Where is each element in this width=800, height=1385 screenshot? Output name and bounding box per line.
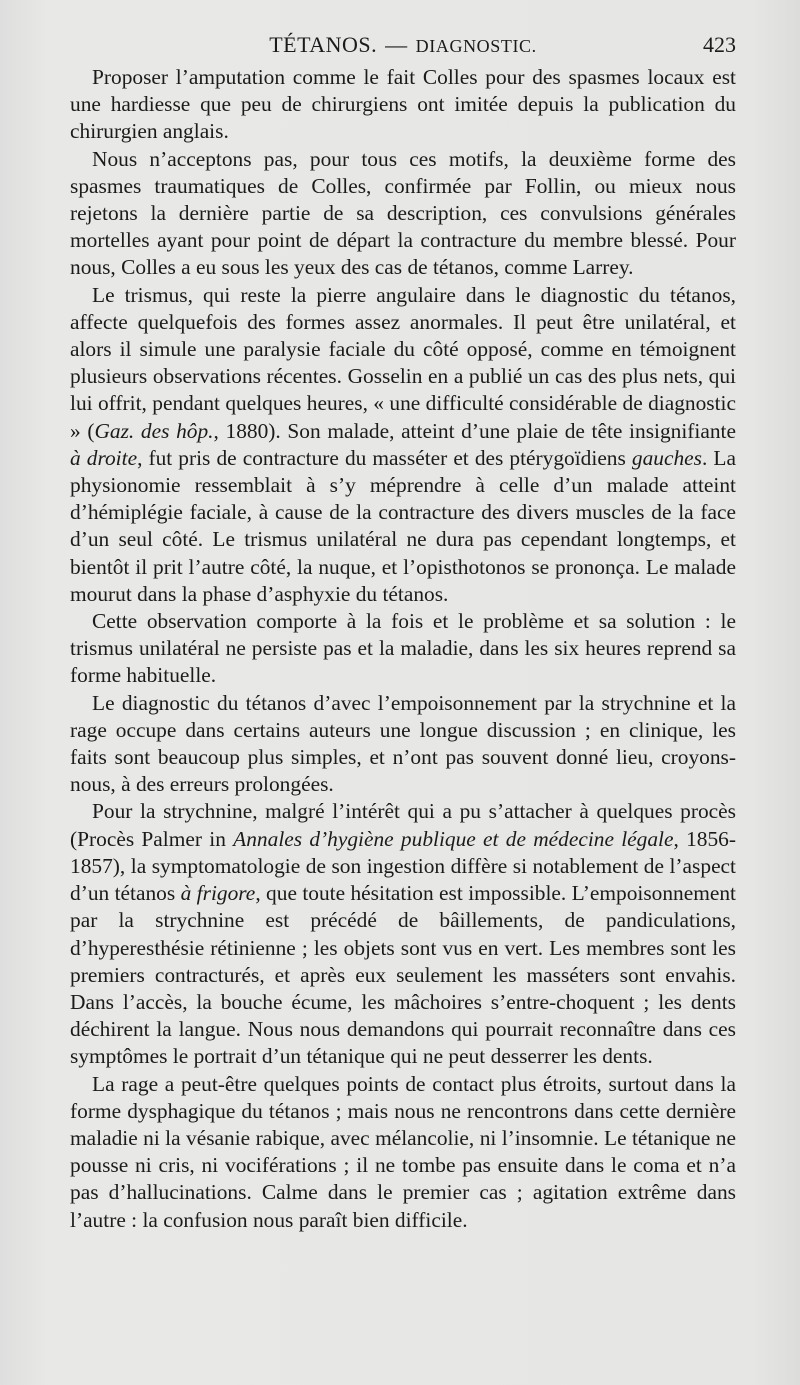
running-head-section: DIAGNOSTIC. <box>415 36 537 56</box>
paragraph-6 <box>70 798 736 1070</box>
paragraph-3 <box>70 282 736 608</box>
text-run: , que toute hésitation est impossible. L’empoisonnement par la strychnine est précédé de bâillements, de pandiculations, d’hyperesthésie rétinienne ; les objets sont vus en vert. Les membres sont les premiers contracturés, et après eux seulement les masséters sont envahis. Dans l’accès, la bouche écume, les mâchoires s’entre-choquent ; les dents déchirent la langue. Nous nous demandons qui pourrait reconnaître dans ces symptômes le portrait d’un tétanique qui ne peut desserrer les dents. <box>70 881 737 1069</box>
paragraph-7 <box>70 1071 736 1234</box>
italic-text: Annales d’hygiène publique et de médecine légale <box>233 826 674 851</box>
text-run: Le diagnostic du tétanos d’avec l’empoisonnement par la strychnine et la rage occupe dans certains auteurs une longue discussion ; en clinique, les faits sont beaucoup plus simples, et n’ont pas souvent donné lieu, croyons-nous, à des erreurs prolongées. <box>70 690 736 797</box>
paragraph-4 <box>70 608 736 690</box>
italic-text: à droite <box>70 445 138 470</box>
running-head <box>70 32 736 58</box>
text-run: , 1856-1857), la symptomatologie de son ingestion diffère si notablement de l’aspect d’un tétanos <box>70 826 736 906</box>
text-run: Cette observation comporte à la fois et le problème et sa solution : le trismus unilatéral ne persiste pas et la maladie, dans les six heures reprend sa forme habituelle. <box>70 609 736 688</box>
paragraph-2 <box>70 146 736 282</box>
text-run: . La physionomie ressemblait à s’y méprendre à celle d’un malade atteint d’hémiplégie faciale, à cause de la contracture des divers muscles de la face d’un seul côté. Le trismus unilatéral ne dura pas cependant longtemps, et bientôt il prit l’autre côté, la nuque, et l’opisthotonos se prononça. Le malade mourut dans la phase d’asphyxie du tétanos. <box>70 445 736 606</box>
body-text <box>70 64 736 1234</box>
page-number: 423 <box>703 32 736 57</box>
text-run: La rage a peut-être quelques points de contact plus étroits, surtout dans la forme dysphagique du tétanos ; mais nous ne rencontrons dans cette dernière maladie ni la vésanie rabique, avec mélancolie, ni l’insomnie. Le tétanique ne pousse ni cris, ni vociférations ; il ne tombe pas ensuite dans le coma et n’a pas d’hallucinations. Calme dans le premier cas ; agitation extrême dans l’autre : la confusion nous paraît bien difficile. <box>70 1071 736 1232</box>
running-head-title: TÉTANOS. <box>269 32 378 57</box>
paragraph-1 <box>70 64 736 146</box>
text-run: Le trismus, qui reste la pierre angulaire dans le diagnostic du tétanos, affecte quelquefois des formes assez anormales. Il peut être unilatéral, et alors il simule une paralysie faciale du côté opposé, comme en témoignent plusieurs observations récentes. Gosselin en a publié un cas des plus nets, qui lui offrit, pendant quelques heures, « une difficulté considérable de diagnostic » ( <box>70 282 736 443</box>
italic-text: à frigore <box>180 881 256 906</box>
text-run: , 1880). Son malade, atteint d’une plaie de tête insignifiante <box>213 418 736 443</box>
italic-text: gauches <box>631 445 703 470</box>
paragraph-5 <box>70 690 736 799</box>
text-run: Pour la strychnine, malgré l’intérêt qui a pu s’attacher à quelques procès (Procès Palmer in <box>70 799 736 851</box>
text-run: Nous n’acceptons pas, pour tous ces motifs, la deuxième forme des spasmes traumatiques de Colles, confirmée par Follin, ou mieux nous rejetons la dernière partie de sa description, ces convulsions générales mortelles ayant pour point de départ la contracture du membre blessé. Pour nous, Colles a eu sous les yeux des cas de tétanos, comme Larrey. <box>70 146 736 280</box>
text-run: Proposer l’amputation comme le fait Colles pour des spasmes locaux est une hardiesse que peu de chirurgiens ont imitée depuis la publication du chirurgien anglais. <box>70 65 736 144</box>
italic-text: Gaz. des hôp. <box>94 418 214 443</box>
running-head-dash: — <box>385 32 408 57</box>
text-run: , fut pris de contracture du masséter et des ptérygoïdiens <box>137 445 632 470</box>
page-header <box>70 32 736 62</box>
